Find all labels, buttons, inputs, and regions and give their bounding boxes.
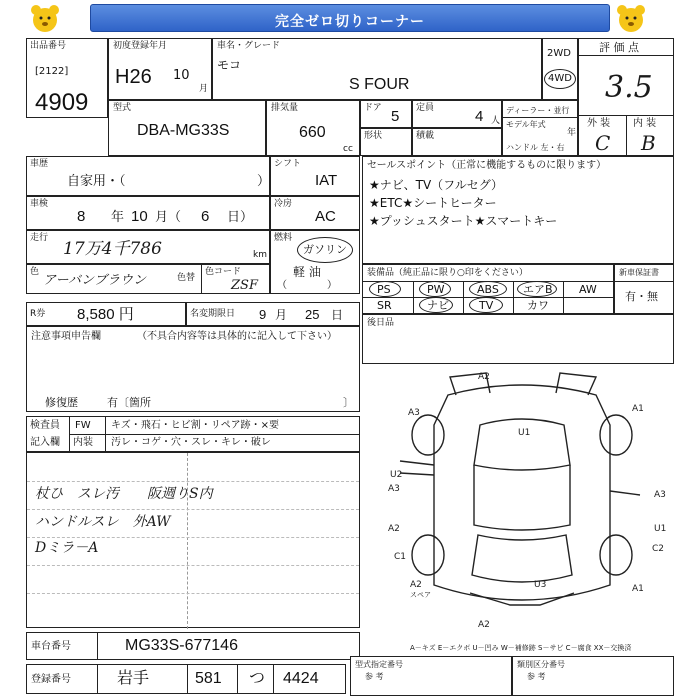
dealer-cell [502,100,578,156]
check-cell [26,416,360,452]
displacement-label: 排気量 [271,103,299,113]
equipment-cell [362,264,614,314]
equip-tv-circle-icon [469,297,503,313]
evaluation-cell [578,38,674,156]
doors-value: 5 [391,108,400,125]
svg-text:A3: A3 [654,490,666,500]
inspection-day: 6 [201,208,210,225]
inspection-month: 10 [131,208,148,225]
first-reg-cell [108,38,212,100]
first-reg-era: H26 [115,66,152,88]
check-row2: 汚レ・コゲ・穴・スレ・キレ・破レ [111,437,271,448]
plate-expiry-month: 9 [259,307,267,322]
doors-label: ドア [364,103,382,113]
chassis-cell [26,632,360,660]
check-label-1: 検査員 [30,420,60,431]
lot-sub: [2122] [35,66,69,77]
rear-items-label: 後日品 [367,318,395,328]
plate-expiry-month-unit: 月 [275,308,288,322]
model-year-unit: 年 [567,128,577,138]
fuel-cell [270,230,360,294]
category-cell [512,656,674,696]
equip-pw-circle-icon [419,281,451,297]
history-close: ） [257,174,271,189]
check-interior: 内装 [73,437,93,448]
type-cert-label: 型式指定番号 [355,660,403,669]
sales-point-line: ★ETC★シートヒーター [369,196,497,210]
fuel-gasoline: ガソリン [303,243,347,256]
car-name-cell [212,38,542,100]
mileage-label: 走行 [30,233,49,243]
car-name: モコ [217,58,242,72]
mileage-value: 17万4千786 [63,239,162,259]
exterior-grade: C [595,131,611,155]
check-fw: FW [75,420,91,431]
bear-mascot-right-icon [614,4,648,34]
svg-text:U1: U1 [518,428,531,438]
color-code: ZSF [231,278,258,293]
evaluation-label: 評 価 点 [599,41,639,54]
color-cell [26,264,270,294]
history-value: 自家用・（ [67,174,126,189]
type-cert-sub: 参 考 [365,672,384,681]
history-label: 車歴 [30,159,49,169]
svg-text:A3: A3 [388,484,400,494]
repair-label: 修復歴 [45,396,78,409]
svg-text:C1: C1 [394,552,407,562]
repair-value: 有〔箇所 [107,396,151,409]
svg-text:U3: U3 [534,580,547,590]
mileage-unit: km [253,250,267,260]
recycle-value: 8,580 円 [77,306,134,323]
load-cell [412,128,502,156]
shape-label: 形状 [364,131,383,141]
repair-close: 〕 [343,396,354,409]
inspection-day-unit: 日） [227,210,254,225]
interior-grade: B [641,131,656,155]
registration-kana: つ [249,670,266,687]
lot-cell [26,38,108,118]
equip-sr: SR [377,299,392,312]
svg-text:C2: C2 [652,544,665,554]
shift-cell [270,156,360,196]
plate-expiry-cell [186,302,360,326]
displacement-cell [266,100,360,156]
recycle-cell [26,302,186,326]
model-cell [108,100,266,156]
registration-label: 登録番号 [31,674,71,685]
warranty-value: 有・無 [625,290,658,303]
shape-cell [360,128,412,156]
fuel-paren: （ ） [277,280,337,291]
fuel-diesel: 軽 油 [293,265,321,279]
color-value: アーバンブラウン [43,273,146,288]
color-code-label: 色コード [205,267,242,277]
car-grade: S FOUR [349,76,410,93]
model-label: 型式 [113,103,132,113]
chassis-value: MG33S-677146 [125,637,238,654]
warranty-label: 新車保証書 [619,268,659,277]
history-cell [26,156,270,196]
handle-label: ハンドル 左・右 [506,143,565,152]
shift-label: シフト [274,159,302,169]
bear-mascot-left-icon [28,4,62,34]
svg-text:U2: U2 [390,470,403,480]
notes-cell [26,326,360,412]
svg-text:A2: A2 [410,580,422,590]
svg-text:スペア: スペア [410,591,431,599]
drive-2wd: 2WD [547,48,571,59]
equip-abs: ABS [477,283,499,296]
inspection-cell [26,196,270,230]
registration-pref: 岩手 [117,670,150,687]
capacity-value: 4 [475,108,484,125]
lot-number: 4909 [35,89,89,116]
svg-text:A1: A1 [632,584,644,594]
displacement-value: 660 [299,124,326,141]
color-change-label: 色替 [177,273,196,283]
fuel-label: 燃料 [274,233,293,243]
equip-abs-circle-icon [469,281,507,297]
equip-pw: PW [427,283,445,296]
svg-text:A2: A2 [388,524,400,534]
car-damage-diagram [370,365,674,630]
capacity-label: 定員 [416,103,435,113]
svg-text:U1: U1 [654,524,667,534]
remark-line: ハンドルスレ 外AW [35,514,171,530]
model-value: DBA-MG33S [137,122,230,139]
inspection-label: 車検 [30,199,49,209]
notes-sub: （不具合内容等は具体的に記入して下さい） [137,331,337,342]
warranty-cell [614,264,674,314]
inspection-year-unit: 年 [111,210,125,225]
svg-text:A2: A2 [478,372,490,382]
load-label: 積載 [416,131,435,141]
rear-items-cell [362,314,674,364]
svg-text:A3: A3 [408,408,420,418]
equip-airbag: エアB [523,283,553,296]
aircon-cell [270,196,360,230]
check-row1: キズ・飛石・ヒビ割・リペア跡・×要 [111,420,279,431]
dealer-label: ディーラー・並行 [506,106,570,115]
drive-4wd: 4WD [548,73,572,84]
car-name-label: 車名・グレード [217,41,281,51]
equip-navi: ナビ [427,299,449,312]
registration-number: 4424 [283,670,319,687]
equip-navi-circle-icon [419,297,453,313]
check-label-2: 記入欄 [30,437,60,448]
capacity-unit: 人 [491,116,501,126]
type-cert-cell [350,656,512,696]
inspection-month-unit: 月（ [155,210,182,225]
equip-leather: カワ [527,299,549,312]
model-year-label: モデル年式 [506,120,546,129]
drive-cell [542,38,578,100]
exterior-label: 外 装 [587,118,611,129]
lot-label: 出品番号 [30,41,67,51]
notes-label: 注意事項申告欄 [31,331,101,342]
first-reg-month-unit: 月 [199,84,209,94]
equip-airbag-circle-icon [517,281,557,297]
remark-line: 杖ひ スレ汚 阪週りS内 [35,486,213,502]
equip-tv: TV [479,299,494,312]
category-sub: 参 考 [527,672,546,681]
aircon-value: AC [315,208,336,225]
registration-class: 581 [195,670,222,687]
plate-expiry-day-unit: 日 [331,308,344,322]
inspection-year: 8 [77,208,86,225]
mileage-cell [26,230,270,264]
banner [90,4,610,32]
sales-point-line: ★ナビ、TV（フルセグ） [369,178,504,192]
chassis-label: 車台番号 [31,641,71,652]
plate-expiry-label: 名変期限日 [190,309,236,319]
aircon-label: 冷房 [274,199,293,209]
recycle-label: R券 [30,309,46,319]
legend: A－キズ E－エクボ U－凹み W－補修跡 S－サビ C－腐食 XX－交換済 [410,644,632,652]
remarks-cell [26,452,360,628]
svg-text:A1: A1 [632,404,644,414]
color-label: 色 [30,267,40,277]
capacity-cell [412,100,502,128]
equip-ps: PS [377,283,391,296]
sales-point-line: ★プッシュスタート★スマートキー [369,214,558,228]
remark-line: Dミラ－A [35,540,99,556]
category-label: 類別区分番号 [517,660,565,669]
first-reg-month: 10 [173,68,190,83]
sales-points-cell [362,156,674,264]
doors-cell [360,100,412,128]
equip-ps-circle-icon [369,281,401,297]
registration-cell [26,664,346,694]
displacement-unit: cc [343,144,353,154]
equipment-label: 装備品（純正品に限り○印をください） [367,268,528,278]
banner-title: 完全ゼロ切りコーナー [275,14,425,30]
plate-expiry-day: 25 [305,307,320,322]
interior-label: 内 装 [633,118,657,129]
equip-aw: AW [579,283,597,296]
first-reg-label: 初度登録年月 [113,41,168,51]
svg-text:A2: A2 [478,620,490,630]
evaluation-score: 3.5 [605,70,653,105]
sales-points-label: セールスポイント（正常に機能するものに限ります） [367,160,607,171]
shift-value: IAT [315,172,338,189]
